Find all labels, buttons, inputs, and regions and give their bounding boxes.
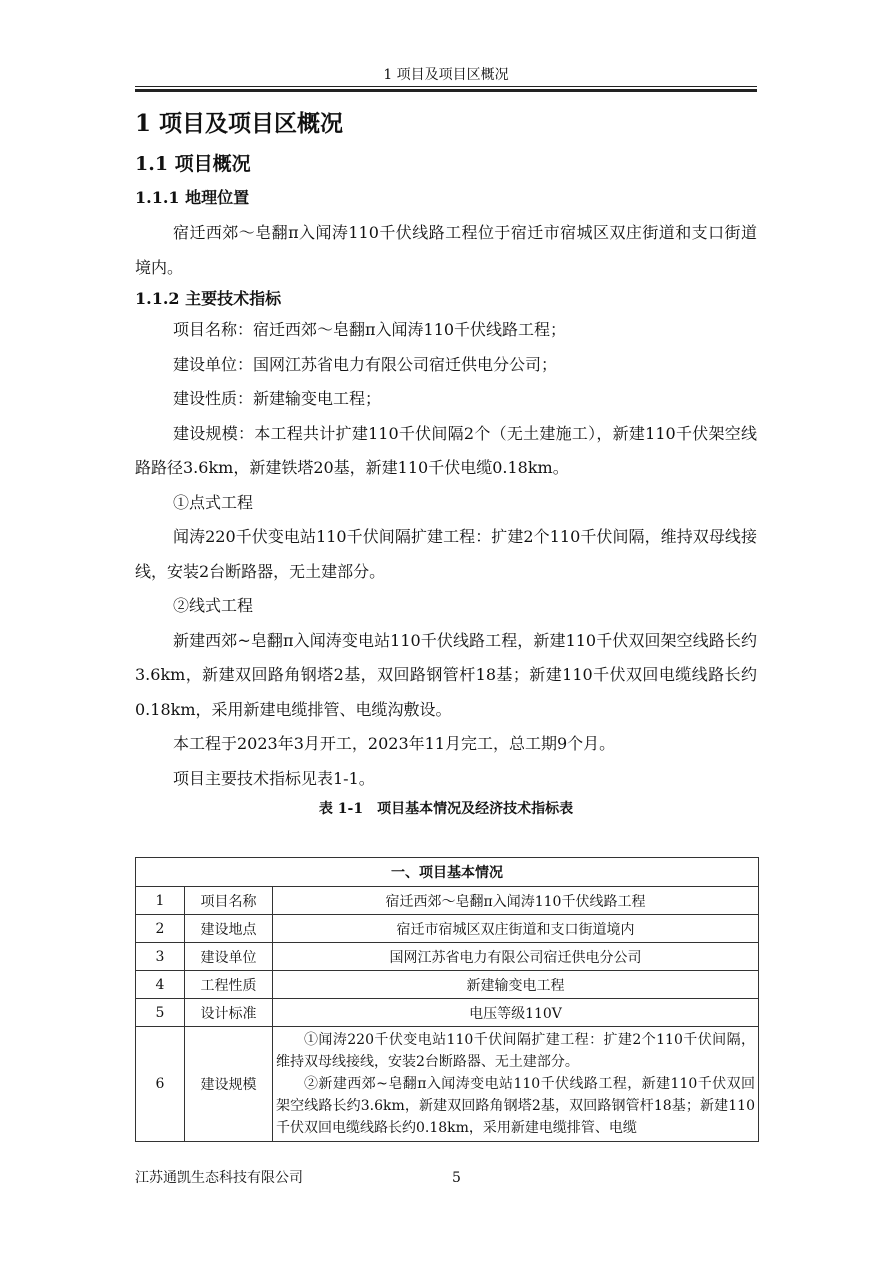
table-row <box>136 943 759 971</box>
table-row <box>136 971 759 999</box>
row-label: 项目名称 <box>185 887 273 915</box>
table-row-scale <box>136 1027 759 1142</box>
row-label: 建设单位 <box>185 943 273 971</box>
paragraph-builder: 建设单位：国网江苏省电力有限公司宿迁供电分公司； <box>173 354 558 374</box>
table-section-row <box>136 858 759 887</box>
header-rule-thick <box>135 89 757 92</box>
paragraph-table-reference: 项目主要技术指标见表1-1。 <box>173 768 375 788</box>
paragraph-point-project: ①点式工程 <box>173 492 254 512</box>
row-number: 2 <box>136 915 185 943</box>
row-label: 设计标准 <box>185 999 273 1027</box>
table-row <box>136 887 759 915</box>
scale-item-line: ②新建西郊~皂翻π入闻涛变电站110千伏线路工程，新建110千伏双回架空线路长约3.6km，新建双回路角钢塔2基，双回路钢管杆18基；新建110千伏双回电缆线路长约0.18km，采用新建电缆排管、电缆 <box>276 1076 755 1136</box>
row-label: 建设地点 <box>185 915 273 943</box>
row-label: 建设规模 <box>185 1027 273 1142</box>
subsection-heading-technical: 1.1.2 主要技术指标 <box>135 289 282 308</box>
paragraph-line-project: ②线式工程 <box>173 596 254 615</box>
paragraph-line-detail: 新建西郊~皂翻π入闻涛变电站110千伏线路工程，新建110千伏双回架空线路长约3.6km，新建双回路角钢塔2基，双回路钢管杆18基；新建110千伏双回电缆线路长约0.18km，采用新建电缆排管、电缆沟敷设。 <box>135 630 757 719</box>
row-number: 3 <box>136 943 185 971</box>
row-value: 电压等级110V <box>273 999 759 1027</box>
subsection-heading-location: 1.1.1 地理位置 <box>135 188 250 207</box>
row-number: 4 <box>136 971 185 999</box>
paragraph-substation: 闻涛220千伏变电站110千伏间隔扩建工程：扩建2个110千伏间隔，维持双母线接线，安装2台断路器，无土建部分。 <box>135 527 757 581</box>
row-value: 宿迁西郊～皂翻π入闻涛110千伏线路工程 <box>273 887 759 915</box>
row-value: 新建输变电工程 <box>273 971 759 999</box>
header-rule-thin <box>135 86 757 87</box>
location-paragraph: 宿迁西郊～皂翻π入闻涛110千伏线路工程位于宿迁市宿城区双庄街道和支口街道境内。 <box>135 223 757 277</box>
chapter-heading: 1 项目及项目区概况 <box>135 110 344 137</box>
page-number: 5 <box>452 1170 461 1186</box>
table-caption-title: 项目基本情况及经济技术指标表 <box>377 801 574 817</box>
section-heading: 1.1 项目概况 <box>135 153 251 175</box>
row-value: 宿迁市宿城区双庄街道和支口街道境内 <box>273 915 759 943</box>
table-row <box>136 999 759 1027</box>
table-section-title: 一、项目基本情况 <box>136 858 759 887</box>
scale-item-substation: ①闻涛220千伏变电站110千伏间隔扩建工程：扩建2个110千伏间隔，维持双母线接线，安装2台断路器、无土建部分。 <box>276 1032 755 1070</box>
paragraph-scale: 建设规模：本工程共计扩建110千伏间隔2个（无土建施工），新建110千伏架空线路路径3.6km，新建铁塔20基，新建110千伏电缆0.18km。 <box>135 423 757 477</box>
row-value-scale <box>273 1027 759 1142</box>
table-caption <box>135 796 757 822</box>
row-value: 国网江苏省电力有限公司宿迁供电分公司 <box>273 943 759 971</box>
footer-company: 江苏通凯生态科技有限公司 <box>135 1170 303 1186</box>
running-header: 1 项目及项目区概况 <box>383 67 509 83</box>
page-content <box>135 106 757 822</box>
paragraph-schedule: 本工程于2023年3月开工，2023年11月完工，总工期9个月。 <box>173 734 616 753</box>
project-info-table <box>135 857 759 1142</box>
paragraph-project-name: 项目名称：宿迁西郊～皂翻π入闻涛110千伏线路工程； <box>173 320 567 339</box>
row-number: 1 <box>136 887 185 915</box>
row-label: 工程性质 <box>185 971 273 999</box>
table-row <box>136 915 759 943</box>
paragraph-nature: 建设性质：新建输变电工程； <box>173 389 382 408</box>
row-number: 6 <box>136 1027 185 1142</box>
row-number: 5 <box>136 999 185 1027</box>
table-caption-number: 表 1-1 <box>318 801 364 817</box>
